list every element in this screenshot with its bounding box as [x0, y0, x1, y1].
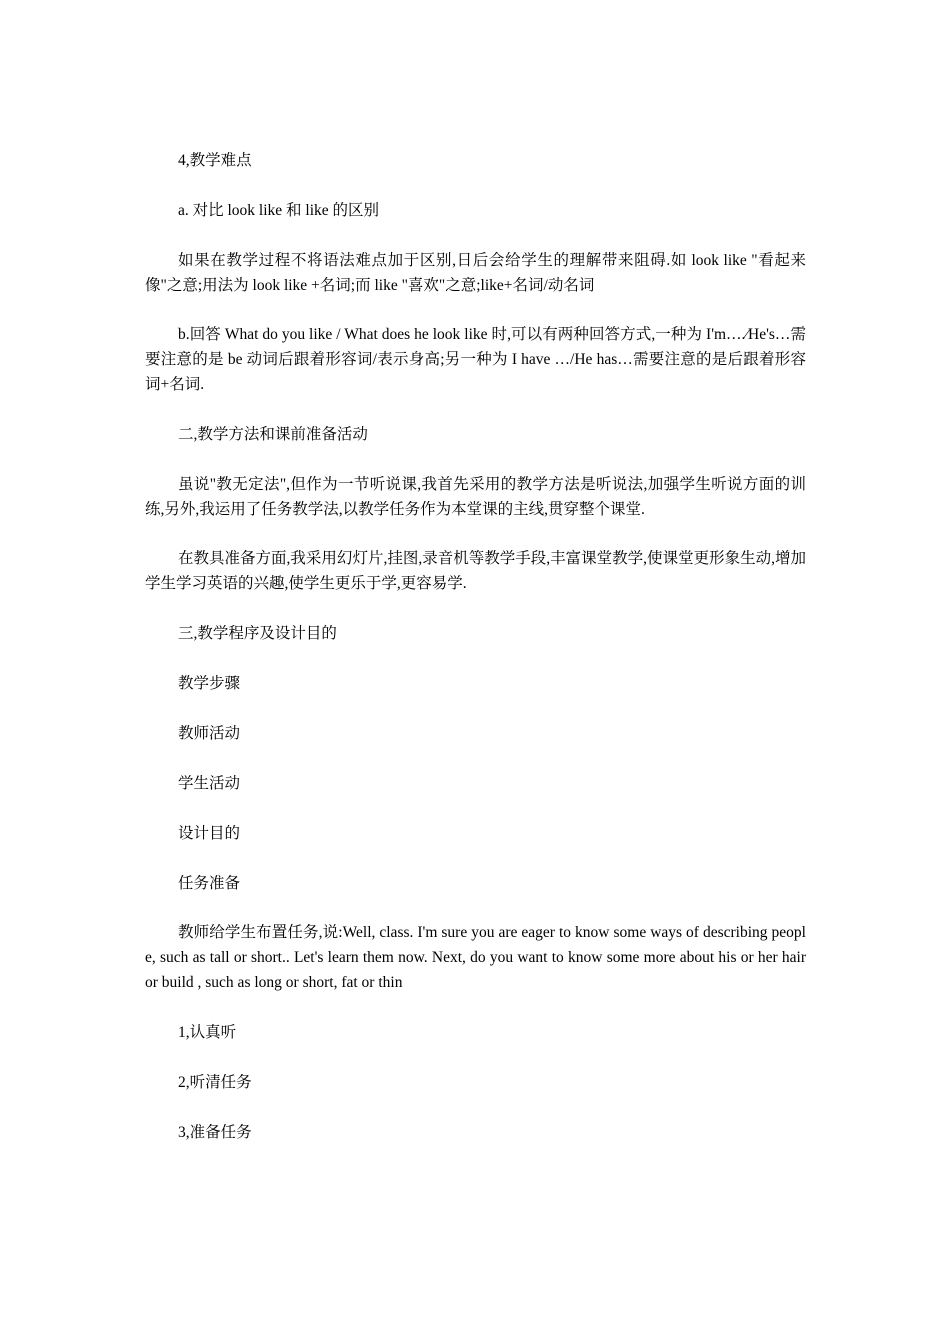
student-step-1: 1,认真听 — [178, 1024, 237, 1041]
student-step-3: 3,准备任务 — [178, 1124, 252, 1141]
section-heading-procedure: 三,教学程序及设计目的 — [178, 625, 337, 642]
task-preparation-label: 任务准备 — [178, 875, 241, 892]
teaching-aids-paragraph: 在教具准备方面,我采用幻灯片,挂图,录音机等教学手段,丰富课堂教学,使课堂更形象生动,增加学生学习英语的兴趣,使学生更乐于学,更容易学. — [145, 550, 806, 592]
student-step-2: 2,听清任务 — [178, 1074, 252, 1091]
difficulty-a-paragraph: 如果在教学过程不将语法难点加于区别,日后会给学生的理解带来阻碍.如 look like "看起来像"之意;用法为 look like +名词;而 like "喜欢"之意;like+名词/动名词 — [145, 252, 806, 294]
table-header-teacher-activity: 教师活动 — [178, 725, 241, 742]
difficulty-a-heading: a. 对比 look like 和 like 的区别 — [178, 202, 380, 219]
table-header-design-purpose: 设计目的 — [178, 825, 241, 842]
table-header-student-activity: 学生活动 — [178, 775, 241, 792]
section-heading-methods: 二,教学方法和课前准备活动 — [178, 426, 368, 443]
section-heading-teaching-difficulties: 4,教学难点 — [178, 152, 252, 169]
methods-paragraph: 虽说"教无定法",但作为一节听说课,我首先采用的教学方法是听说法,加强学生听说方面的训练,另外,我运用了任务教学法,以教学任务作为本堂课的主线,贯穿整个课堂. — [145, 476, 806, 518]
teacher-task-paragraph: 教师给学生布置任务,说:Well, class. I'm sure you are eager to know some ways of describing people, such as tall or short.. Let's learn them now. Next, do you want to know some more about his or her hair or build , such as long or short, fat or thin — [145, 924, 806, 991]
difficulty-b-paragraph: b.回答 What do you like / What does he look like 时,可以有两种回答方式,一种为 I'm….∕He's…需要注意的是 be 动词后跟着形容词/表示身高;另一种为 I have …/He has…需要注意的是后跟着形容词+名词. — [145, 326, 806, 393]
table-header-steps: 教学步骤 — [178, 675, 241, 692]
